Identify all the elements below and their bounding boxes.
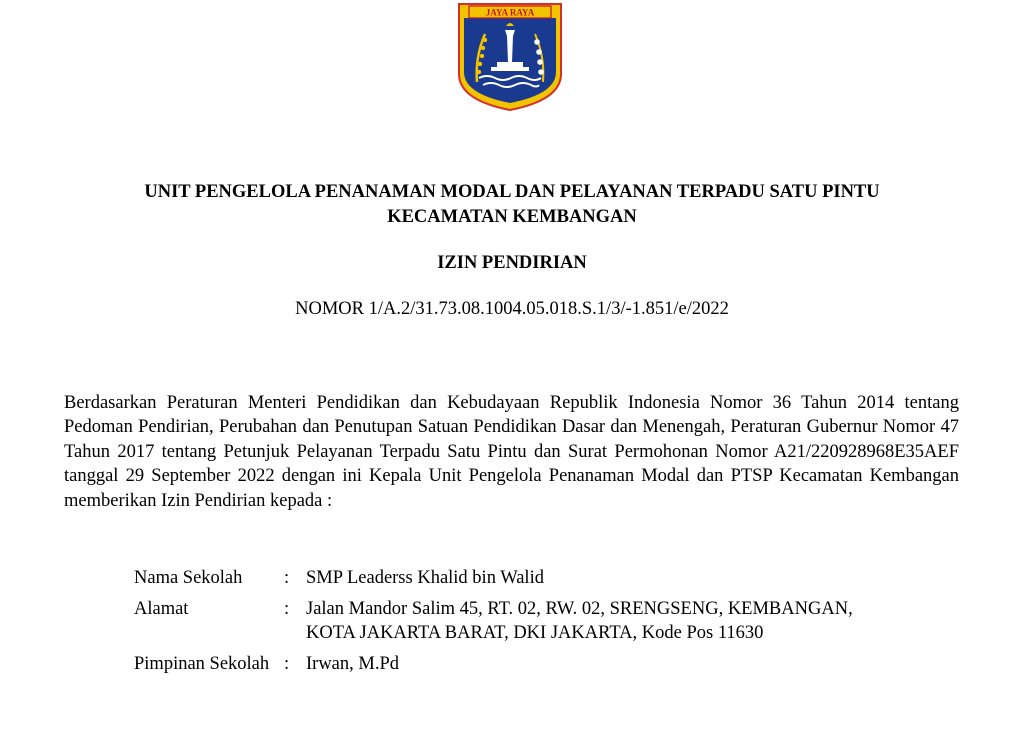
emblem-banner-text: JAYA RAYA	[485, 7, 535, 18]
field-colon: :	[284, 653, 290, 674]
document-title: IZIN PENDIRIAN	[437, 253, 587, 273]
intro-paragraph: Berdasarkan Peraturan Menteri Pendidikan dan Kebudayaan Republik Indonesia Nomor 36 Tahun 2014 tentang Pedoman Pendirian, Perubahan dan Penutupan Satuan Pendidikan Dasar dan Menengah, Peraturan Gubernur Nomor 47 Tahun 2017 tentang Petunjuk Pelayanan Terpadu Satu Pintu dan Surat Permohonan Nomor A21/220928968E35AEF tanggal 29 September 2022 dengan ini Kepala Unit Pengelola Penanaman Modal dan PTSP Kecamatan Kembangan memberikan Izin Pendirian kepada :	[64, 393, 959, 511]
field-colon: :	[284, 568, 290, 588]
field-row-principal	[134, 652, 934, 677]
field-label: Pimpinan Sekolah	[134, 653, 270, 674]
field-value-principal: Irwan, M.Pd	[306, 653, 400, 674]
field-label: Nama Sekolah	[134, 568, 243, 588]
field-value-school-name: SMP Leaderss Khalid bin Walid	[306, 568, 544, 588]
office-name-heading	[0, 180, 1024, 230]
field-row-school-name	[134, 566, 934, 591]
office-name-line1: UNIT PENGELOLA PENANAMAN MODAL DAN PELAYANAN TERPADU SATU PINTU	[144, 182, 880, 202]
school-details	[134, 566, 934, 682]
jakarta-coat-of-arms-icon	[455, 2, 565, 112]
document-number: NOMOR 1/A.2/31.73.08.1004.05.018.S.1/3/-1.851/e/2022	[295, 299, 729, 319]
field-row-address	[134, 597, 934, 646]
office-name-line2: KECAMATAN KEMBANGAN	[387, 207, 637, 227]
field-label: Alamat	[134, 598, 189, 619]
field-value-address: Jalan Mandor Salim 45, RT. 02, RW. 02, SRENGSENG, KEMBANGAN, KOTA JAKARTA BARAT, DKI JAKARTA, Kode Pos 11630	[306, 598, 853, 643]
field-colon: :	[284, 598, 290, 619]
